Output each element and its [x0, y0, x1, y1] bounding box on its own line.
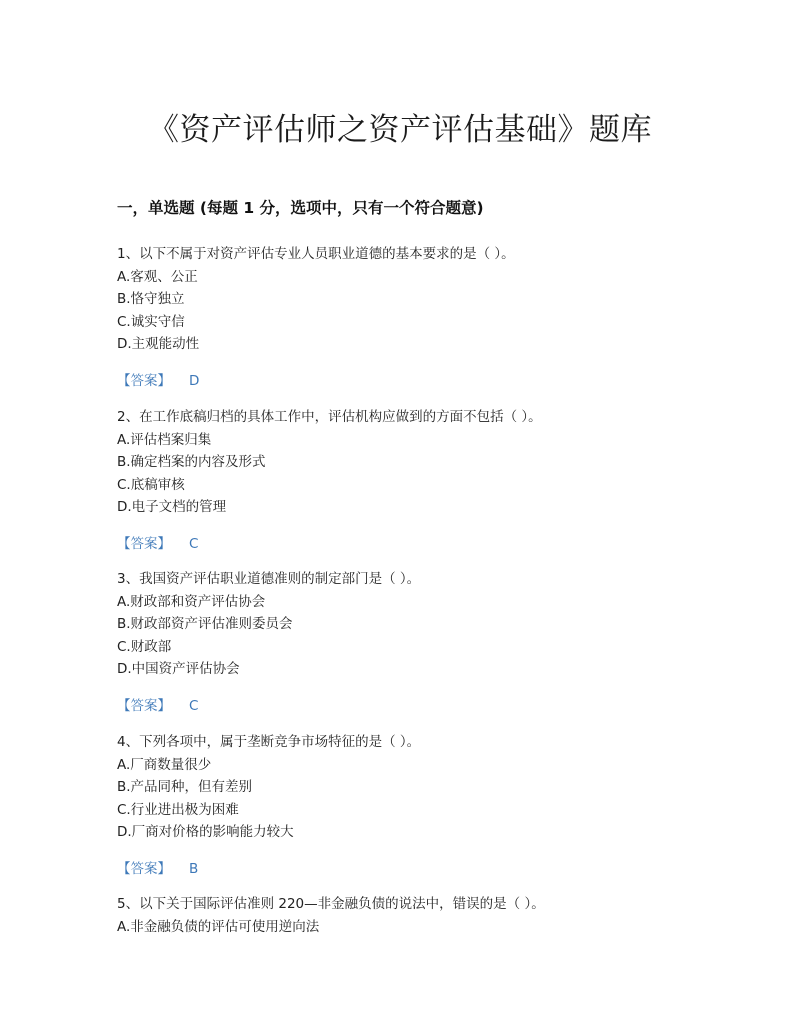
answer-line	[117, 858, 717, 880]
answer-tag: 【答案】	[117, 860, 171, 877]
option-b: B.确定档案的内容及形式	[117, 454, 266, 470]
question-4	[117, 731, 717, 880]
option-c: C.底稿审核	[117, 476, 185, 493]
question-stem: 5、以下关于国际评估准则 220—非金融负债的说法中，错误的是（ ）。	[117, 896, 545, 912]
option-b: B.财政部资产评估准则委员会	[117, 616, 293, 632]
question-stem: 3、我国资产评估职业道德准则的制定部门是（ ）。	[117, 571, 421, 587]
document-title: 《资产评估师之资产评估基础》题库	[148, 112, 652, 148]
option-d: D.中国资产评估协会	[117, 661, 240, 677]
section-heading: 一，单选题 (每题 1 分，选项中，只有一个符合题意)	[117, 199, 484, 217]
question-5	[117, 893, 717, 938]
option-a: A.财政部和资产评估协会	[117, 593, 266, 610]
option-a: A.厂商数量很少	[117, 756, 212, 773]
question-3	[117, 568, 717, 717]
answer-value: B	[189, 860, 199, 877]
answer-line	[117, 370, 717, 392]
option-d: D.主观能动性	[117, 336, 200, 352]
option-b: B.产品同种，但有差别	[117, 779, 253, 795]
question-1	[117, 243, 717, 392]
answer-line	[117, 533, 717, 555]
question-2	[117, 406, 717, 555]
answer-value: C	[189, 697, 199, 714]
answer-line	[117, 695, 717, 717]
answer-value: C	[189, 535, 199, 552]
option-a: A.客观、公正	[117, 268, 198, 285]
question-stem: 2、在工作底稿归档的具体工作中，评估机构应做到的方面不包括（ ）。	[117, 409, 542, 425]
option-d: D.电子文档的管理	[117, 499, 227, 515]
answer-value: D	[189, 372, 200, 389]
option-d: D.厂商对价格的影响能力较大	[117, 824, 294, 840]
question-stem: 1、以下不属于对资产评估专业人员职业道德的基本要求的是（ ）。	[117, 246, 515, 262]
question-stem: 4、下列各项中，属于垄断竞争市场特征的是（ ）。	[117, 734, 421, 750]
option-a: A.非金融负债的评估可使用逆向法	[117, 918, 320, 935]
option-a: A.评估档案归集	[117, 431, 212, 448]
option-b: B.恪守独立	[117, 291, 185, 307]
option-c: C.行业进出极为困难	[117, 801, 239, 818]
answer-tag: 【答案】	[117, 372, 171, 389]
option-c: C.财政部	[117, 638, 172, 655]
answer-tag: 【答案】	[117, 535, 171, 552]
answer-tag: 【答案】	[117, 697, 171, 714]
option-c: C.诚实守信	[117, 313, 185, 330]
